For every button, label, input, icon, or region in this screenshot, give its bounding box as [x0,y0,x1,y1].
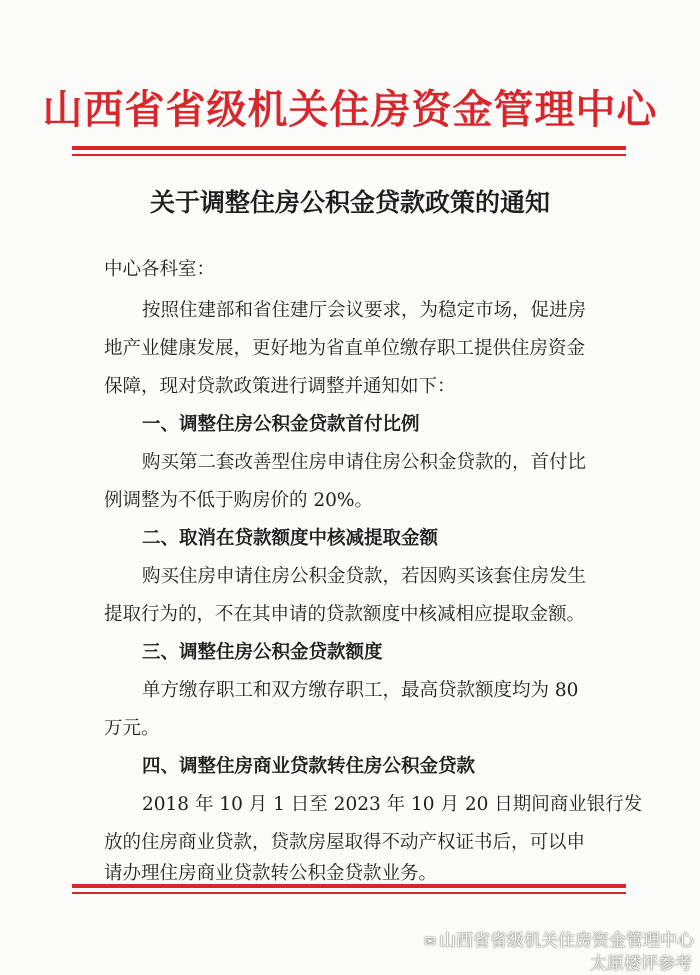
section-4-line: 2018 年 10 月 1 日至 2023 年 10 月 20 日期间商业银行发 [142,794,643,815]
wechat-icon: ✉ [424,934,436,950]
footer-divider-thin [72,892,626,894]
section-heading-4: 四、调整住房商业贷款转住房公积金贷款 [142,756,476,777]
footer-divider-thick [72,884,626,888]
section-heading-3: 三、调整住房公积金贷款额度 [142,642,383,663]
salutation: 中心各科室： [104,259,216,280]
section-heading-2: 二、取消在贷款额度中核减提取金额 [142,528,439,549]
section-2-line: 购买住房申请住房公积金贷款，若因购买该套住房发生 [142,566,587,587]
watermark-account: 太原楼评参考 [590,954,692,974]
section-1-line: 购买第二套改善型住房申请住房公积金贷款的，首付比 [142,452,587,473]
section-3-line: 万元。 [104,718,160,739]
notice-title: 关于调整住房公积金贷款政策的通知 [149,188,550,217]
header-divider-thin [72,154,626,156]
section-4-line: 放的住房商业贷款，贷款房屋取得不动产权证书后，可以申 [104,832,586,853]
watermark [424,930,694,975]
section-heading-1: 一、调整住房公积金贷款首付比例 [142,414,420,435]
section-2-line: 提取行为的，不在其申请的贷款额度中核减相应提取金额。 [104,604,586,625]
section-1-line: 例调整为不低于购房价的 20%。 [104,490,374,511]
section-3-line: 单方缴存职工和双方缴存职工，最高贷款额度均为 80 [142,680,579,701]
intro-line: 保障，现对贷款政策进行调整并通知如下： [104,376,456,397]
intro-line: 按照住建部和省住建厅会议要求，为稳定市场，促进房 [142,300,587,321]
intro-line: 地产业健康发展，更好地为省直单位缴存职工提供住房资金 [104,338,586,359]
section-4-line: 请办理住房商业贷款转公积金贷款业务。 [104,863,438,884]
watermark-source: 山西省省级机关住房资金管理中心 [439,931,694,951]
organization-letterhead: 山西省省级机关住房资金管理中心 [42,87,658,133]
header-divider-thick [72,146,626,150]
